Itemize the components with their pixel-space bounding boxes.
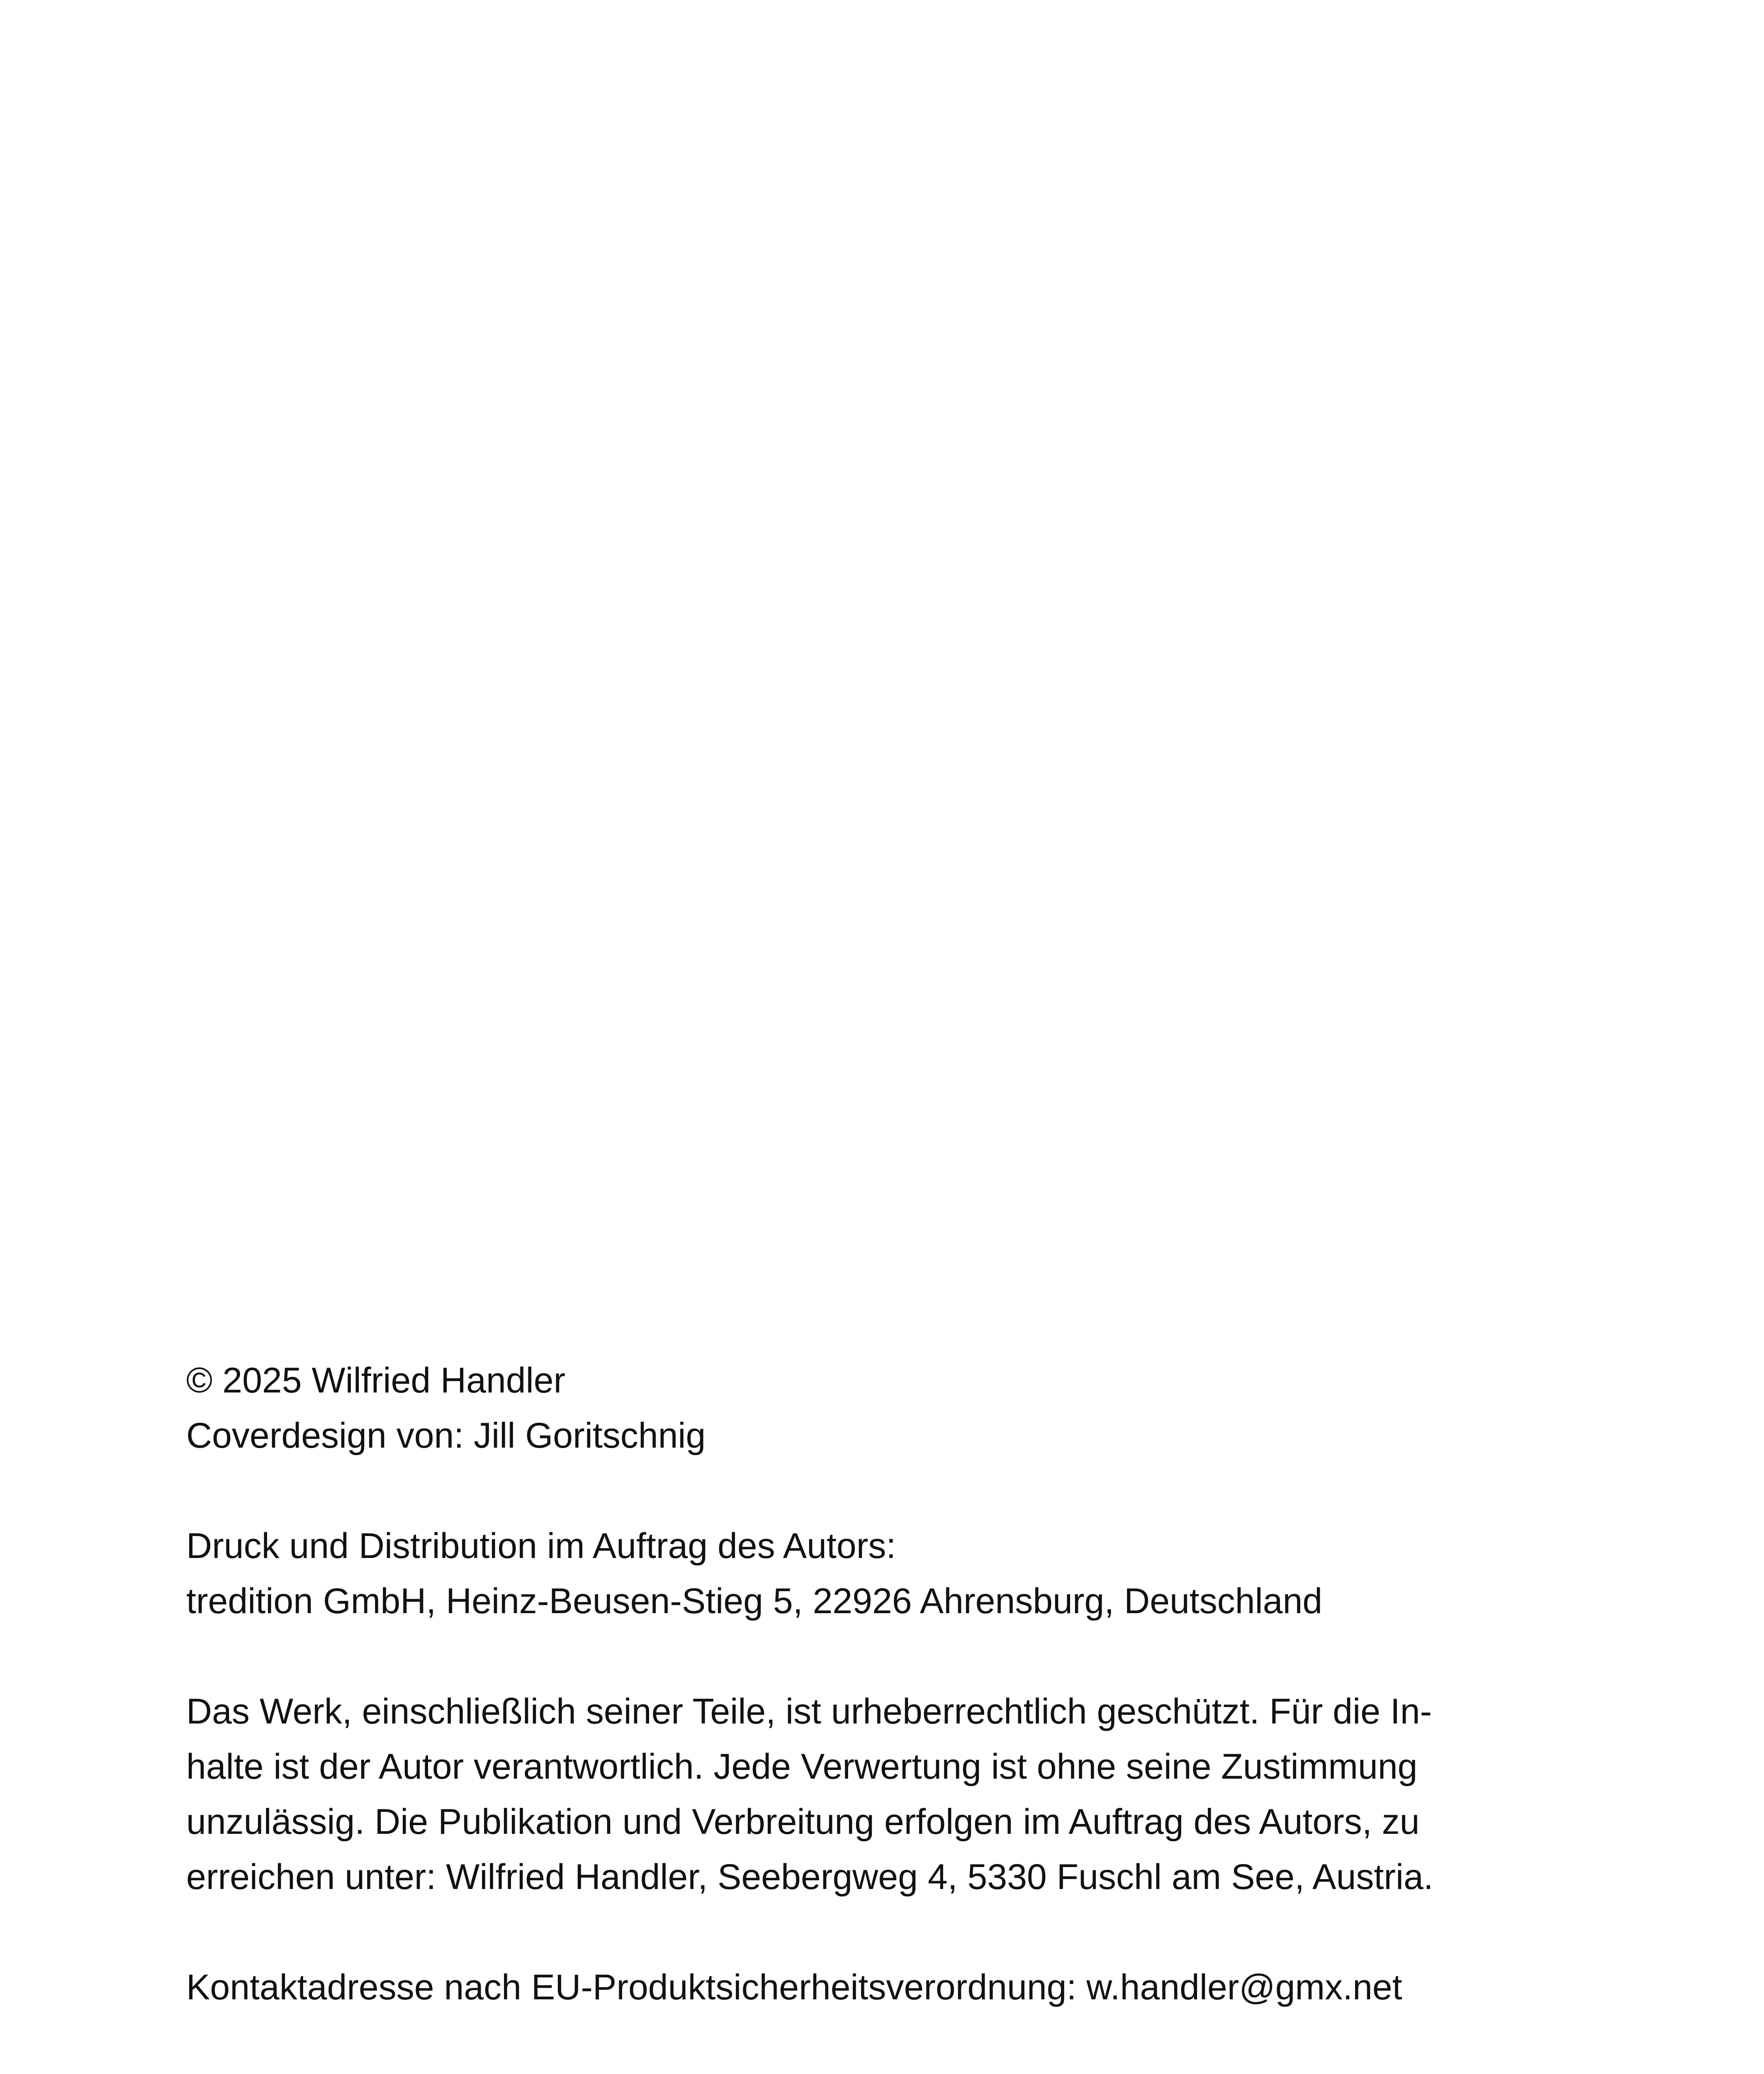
contact-line: Kontaktadresse nach EU-Produktsicherheitsverordnung: w.handler@gmx.net bbox=[186, 1967, 1402, 2007]
copyright-block bbox=[186, 1353, 1576, 1463]
rights-notice-line: Das Werk, einschließlich seiner Teile, ist urheberrechtlich geschützt. Für die In- bbox=[186, 1692, 1432, 1731]
imprint-block bbox=[186, 1353, 1576, 2015]
cover-design-credit: Coverdesign von: Jill Goritschnig bbox=[186, 1416, 706, 1456]
contact-block bbox=[186, 1960, 1576, 2015]
distribution-block bbox=[186, 1519, 1576, 1629]
rights-notice-line: erreichen unter: Wilfried Handler, Seebergweg 4, 5330 Fuschl am See, Austria. bbox=[186, 1857, 1433, 1897]
distribution-address: tredition GmbH, Heinz-Beusen-Stieg 5, 22926 Ahrensburg, Deutschland bbox=[186, 1581, 1323, 1621]
rights-notice bbox=[186, 1684, 1576, 1905]
rights-notice-line: unzulässig. Die Publikation und Verbreitung erfolgen im Auftrag des Autors, zu bbox=[186, 1802, 1420, 1842]
copyright-line: © 2025 Wilfried Handler bbox=[186, 1361, 566, 1400]
distribution-heading: Druck und Distribution im Auftrag des Autors: bbox=[186, 1526, 896, 1566]
rights-notice-line: halte ist der Autor verantwortlich. Jede Verwertung ist ohne seine Zustimmung bbox=[186, 1747, 1418, 1787]
